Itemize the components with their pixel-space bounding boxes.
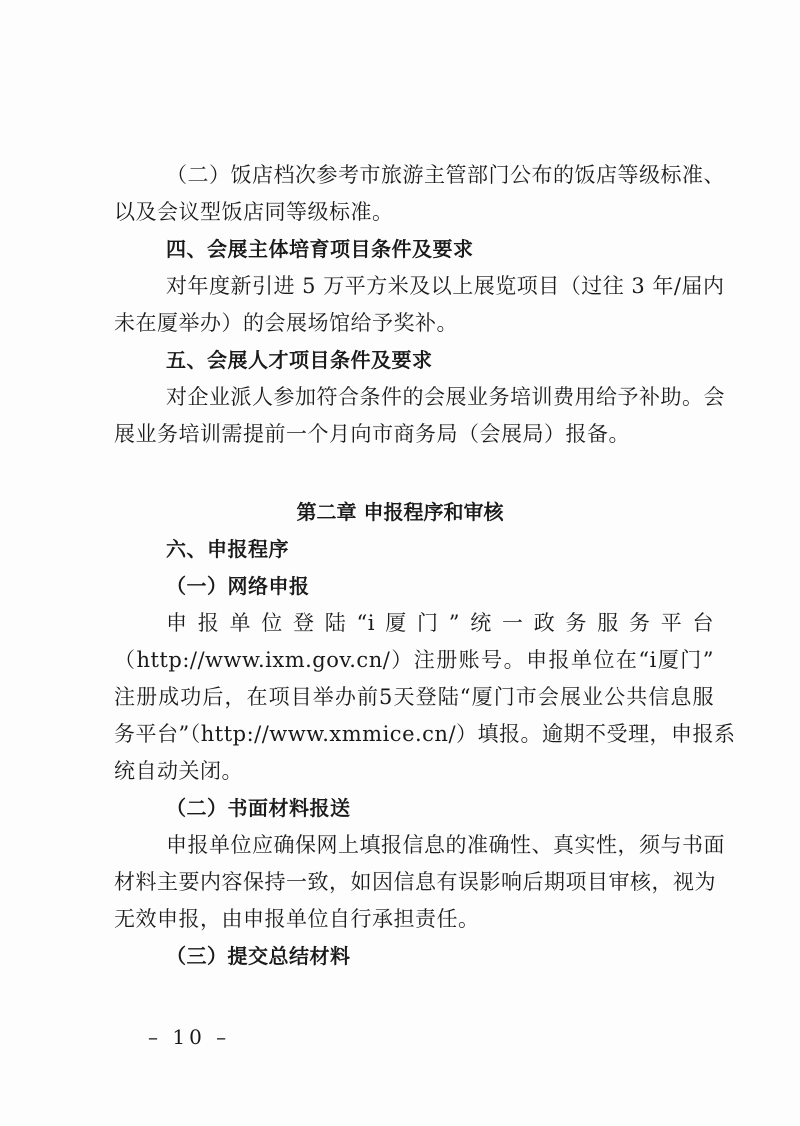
section-5-line-1: 对企业派人参加符合条件的会展业务培训费用给予补助。会 — [166, 385, 725, 409]
written-line-2: 材料主要内容保持一致，如因信息有误影响后期项目审核，视为 — [114, 870, 716, 894]
section-4-line-2: 未在厦举办）的会展场馆给予奖补。 — [114, 311, 458, 335]
online-line-3: 注册成功后，在项目举办前5天登陆“厦门市会展业公共信息服 — [114, 685, 714, 709]
section-5-heading: 五、会展人才项目条件及要求 — [166, 348, 433, 372]
hotel-grade-line-2: 以及会议型饭店同等级标准。 — [114, 200, 394, 224]
online-line-1: 申报单位登陆“i厦门”统一政务服务平台 — [166, 611, 714, 635]
online-line-5: 统自动关闭。 — [114, 759, 243, 783]
subsection-written-heading: （二）书面材料报送 — [166, 796, 351, 820]
written-line-1: 申报单位应确保网上填报信息的准确性、真实性，须与书面 — [166, 833, 725, 857]
page-number: – 10 – — [148, 1025, 231, 1049]
section-4-heading: 四、会展主体培育项目条件及要求 — [166, 237, 474, 261]
subsection-online-heading: （一）网络申报 — [166, 574, 310, 598]
chapter-2-title: 第二章 申报程序和审核 — [296, 500, 504, 524]
online-line-4: 务平台”（http://www.xmmice.cn/）填报。逾期不受理，申报系 — [114, 722, 736, 746]
section-5-line-2: 展业务培训需提前一个月向市商务局（会展局）报备。 — [114, 422, 630, 446]
section-6-heading: 六、申报程序 — [166, 537, 289, 561]
hotel-grade-line-1: （二）饭店档次参考市旅游主管部门公布的饭店等级标准、 — [166, 163, 725, 187]
section-4-line-1: 对年度新引进 5 万平方米及以上展览项目（过往 3 年/届内 — [166, 274, 725, 298]
online-line-2: （http://www.ixm.gov.cn/）注册账号。申报单位在“i厦门” — [114, 648, 714, 672]
subsection-summary-heading: （三）提交总结材料 — [166, 944, 351, 968]
written-line-3: 无效申报，由申报单位自行承担责任。 — [114, 907, 480, 931]
